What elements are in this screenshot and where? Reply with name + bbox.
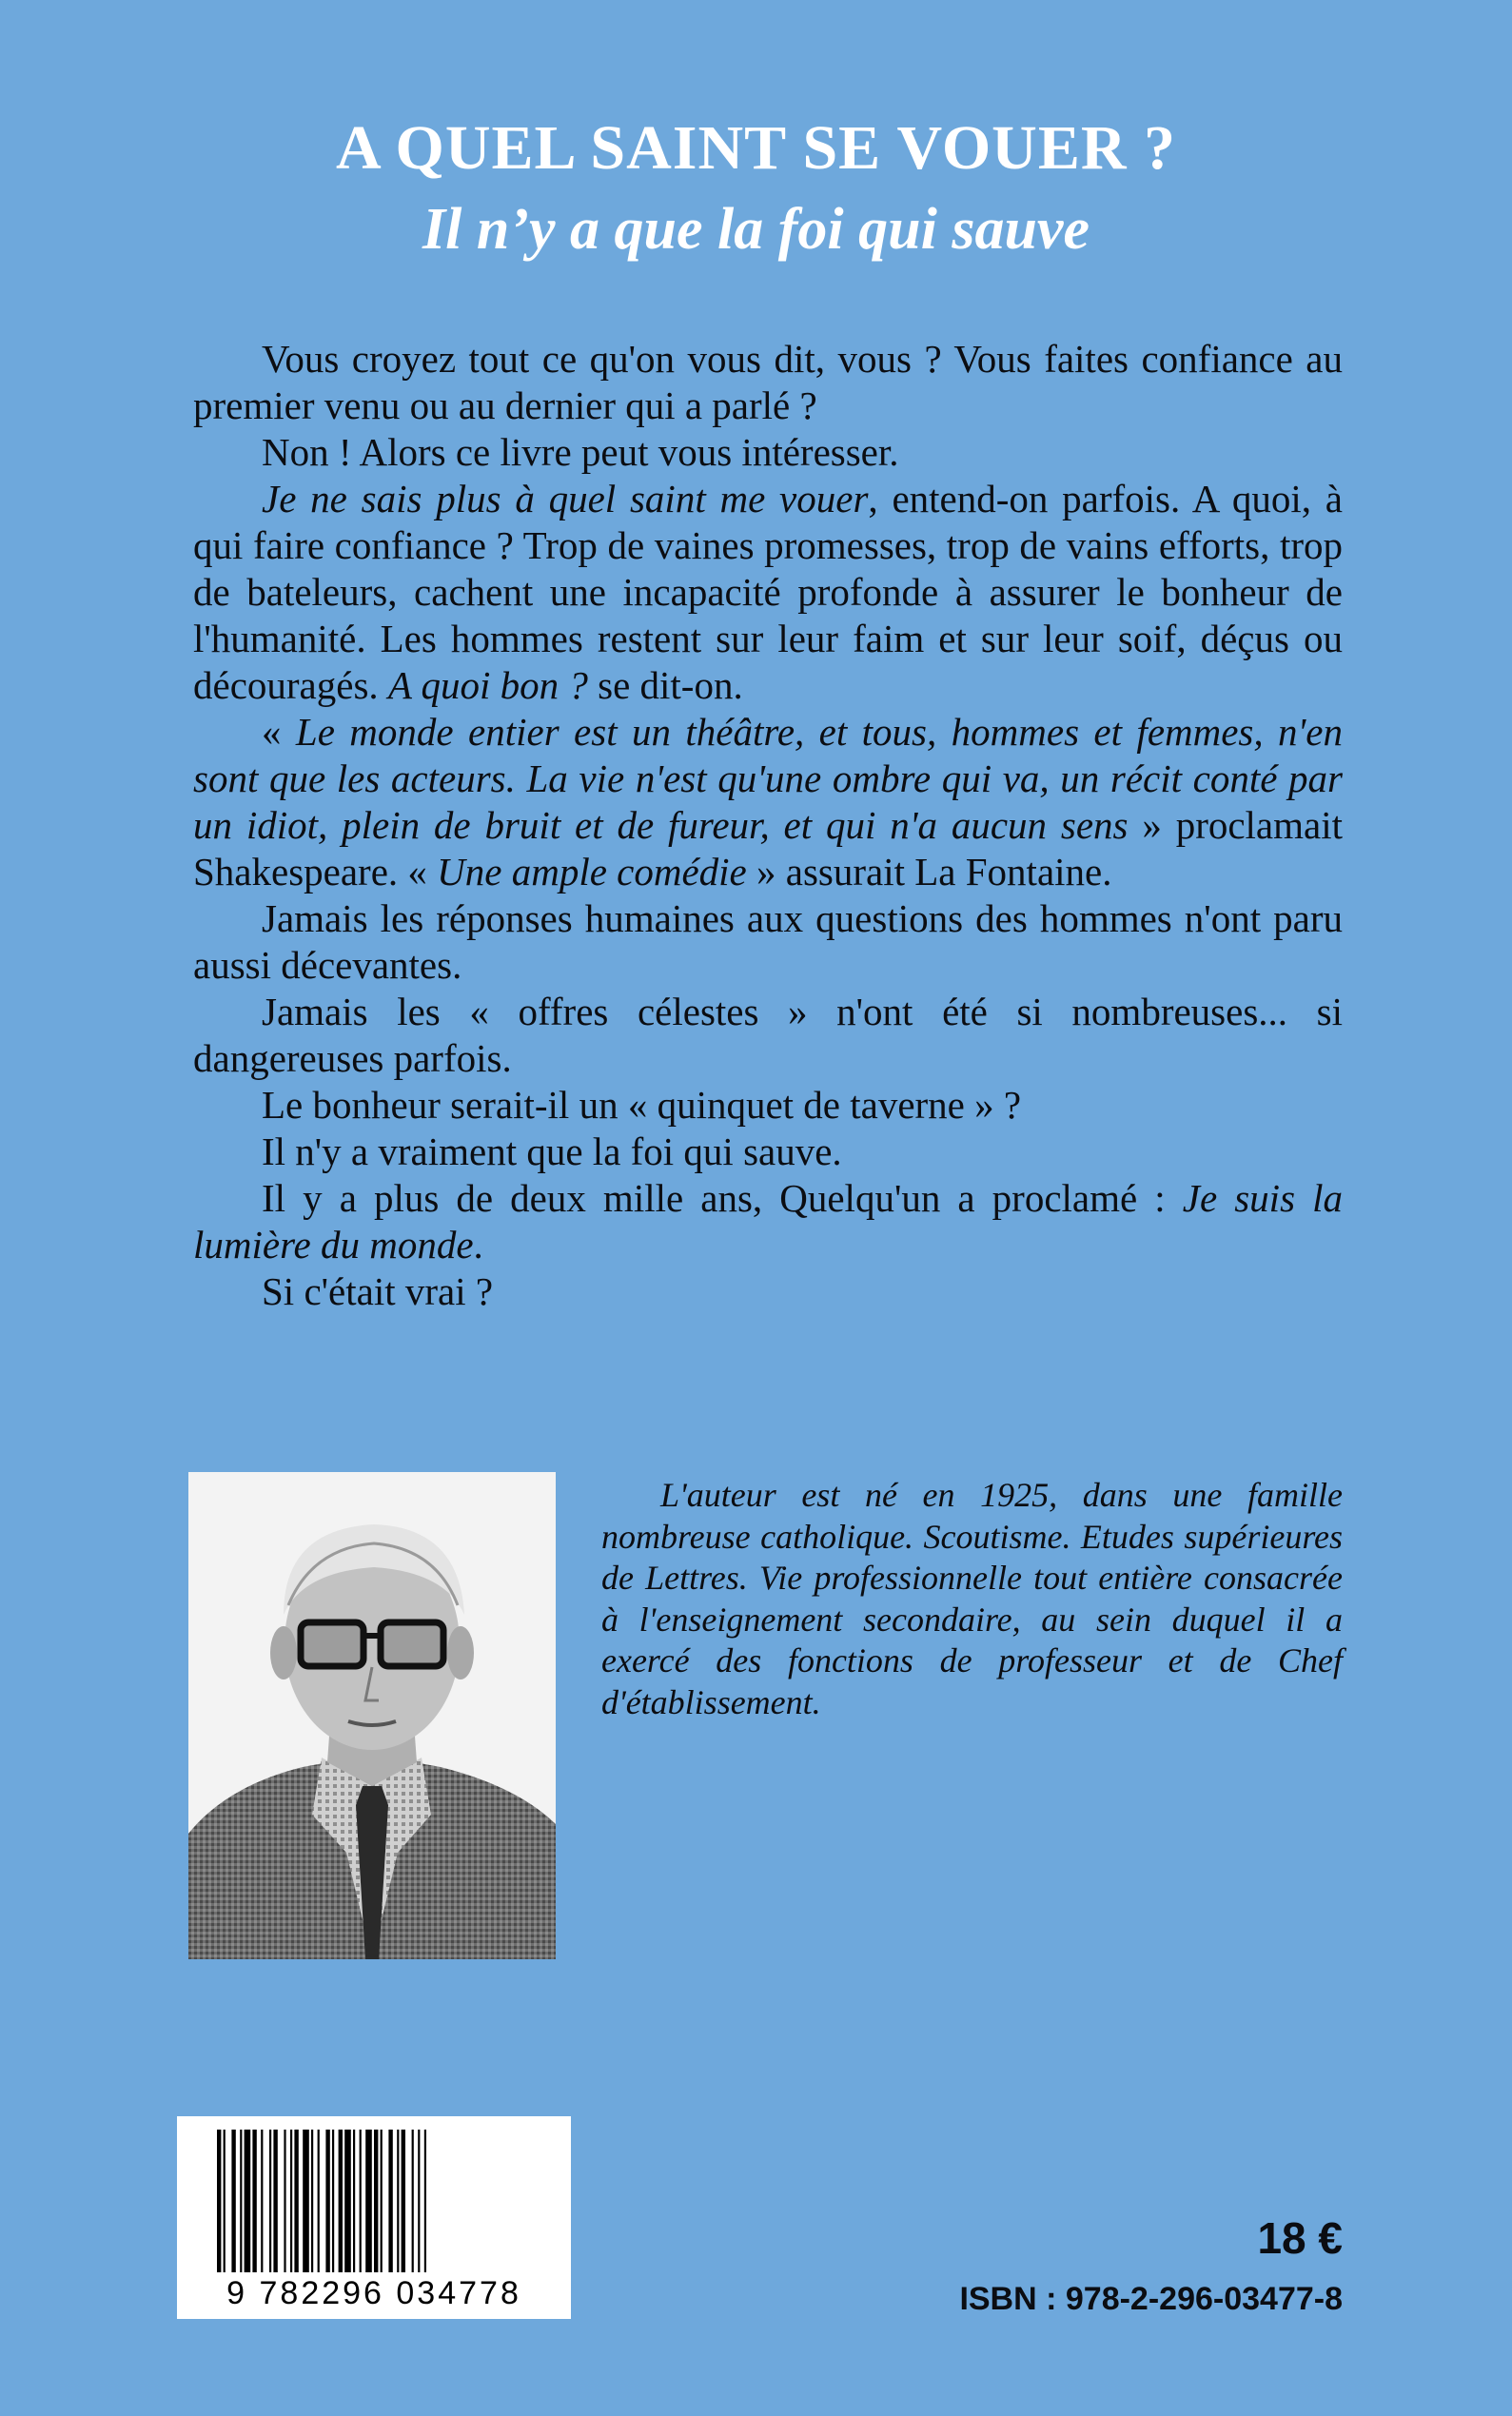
blurb-paragraph: Si c'était vrai ? [262,1269,494,1313]
blurb-paragraph: Vous croyez tout ce qu'on vous dit, vous ? Vous faites confiance au premier venu ou au dernier qui a parlé ? [193,337,1343,427]
italic-phrase: A quoi bon ? [387,663,588,707]
isbn-label: ISBN : 978-2-296-03477-8 [959,2281,1343,2317]
blurb-paragraph [193,709,1343,895]
italic-phrase: Je ne sais plus à quel saint me vouer [262,477,869,521]
blurb-paragraph: Jamais les réponses humaines aux questions des hommes n'ont paru aussi décevantes. [193,896,1343,987]
text-run: » assurait La Fontaine. [746,850,1112,894]
author-photo [188,1472,556,1959]
italic-phrase: Je suis la lumière du monde [193,1176,1343,1267]
blurb-paragraph: Le bonheur serait-il un « quinquet de taverne » ? [262,1083,1022,1127]
author-portrait-image [188,1472,556,1959]
blurb-paragraph: Il n'y a vraiment que la foi qui sauve. [262,1129,842,1173]
blurb-paragraph: Jamais les « offres célestes » n'ont été si nombreuses... si dangereuses parfois. [193,990,1343,1080]
blurb-paragraph [193,476,1343,709]
back-cover-blurb [193,336,1343,1315]
text-run: « [262,710,296,754]
text-run: se dit-on. [587,663,743,707]
book-subtitle: Il n’y a que la foi qui sauve [422,197,1090,262]
text-run: Il y a plus de deux mille ans, Quelqu'un a proclamé : [262,1176,1183,1220]
book-title: A QUEL SAINT SE VOUER ? [335,113,1177,183]
barcode-bars-icon [217,2130,531,2272]
isbn-barcode [177,2116,571,2319]
barcode-digits: 9 782296 034778 [226,2275,521,2311]
author-bio-text: L'auteur est né en 1925, dans une famille nombreuse catholique. Scoutisme. Etudes supérieures de Lettres. Vie professionnelle tout entière consacrée à l'enseignement secondaire, au sein duquel il a exercé des fonctions de professeur et de Chef d'établissement. [601,1476,1343,1721]
author-bio [601,1475,1343,1723]
text-run: , entend-on parfois. A quoi, à qui faire confiance ? Trop de vaines promesses, trop de vains efforts, trop de bateleurs, cachent une incapacité profonde à assurer le bonheur de l'humanité. Les hommes restent sur leur faim et sur leur soif, déçus ou découragés. [193,477,1344,707]
la-fontaine-quote: Une ample comédie [437,850,747,894]
shakespeare-quote: Le monde entier est un théâtre, et tous, hommes et femmes, n'en sont que les acteurs. La vie n'est qu'une ombre qui va, un récit conté par un idiot, plein de bruit et de fureur, et qui n'a aucun sens [193,710,1343,847]
price-label: 18 € [1257,2213,1343,2263]
blurb-paragraph: Non ! Alors ce livre peut vous intéresser. [262,430,899,474]
text-run: » proclamait Shakespeare. « [193,803,1343,894]
blurb-paragraph [193,1175,1343,1268]
text-run: . [473,1223,483,1267]
